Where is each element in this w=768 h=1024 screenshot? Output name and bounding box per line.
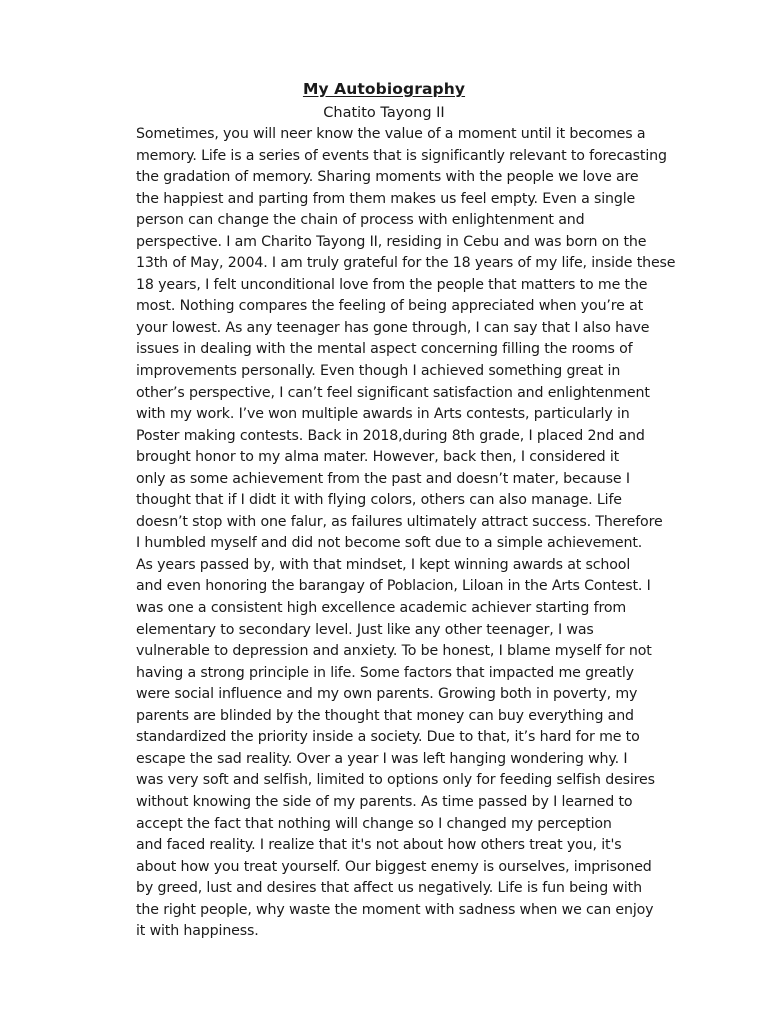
body-text-line: As years passed by, with that mindset, I kept winning awards at school [136,556,631,573]
body-text-line: about how you treat yourself. Our biggest enemy is ourselves, imprisoned [136,858,652,875]
body-text-line: issues in dealing with the mental aspect concerning filling the rooms of [136,341,633,358]
body-text-line: doesn’t stop with one falur, as failures ultimately attract success. Therefore [136,513,663,530]
body-text-line: with my work. I’ve won multiple awards in Arts contests, particularly in [136,406,630,423]
body-text-line: by greed, lust and desires that affect us negatively. Life is fun being with [136,880,642,897]
body-text-line: and even honoring the barangay of Poblacion, Liloan in the Arts Contest. I [136,578,651,595]
body-text-line: your lowest. As any teenager has gone through, I can say that I also have [136,319,650,336]
body-text-line: thought that if I didt it with flying colors, others can also manage. Life [136,492,622,509]
body-text-line: it with happiness. [136,923,259,940]
body-text-line: only as some achievement from the past and doesn’t mater, because I [136,470,630,487]
body-text-line: Sometimes, you will neer know the value of a moment until it becomes a [136,126,646,142]
body-text-line: brought honor to my alma mater. However, back then, I considered it [136,449,620,466]
body-text-line: were social influence and my own parents. Growing both in poverty, my [136,686,638,703]
body-text-line: vulnerable to depression and anxiety. To be honest, I blame myself for not [136,643,652,660]
document-title: My Autobiography [302,80,466,98]
body-text-line: memory. Life is a series of events that is significantly relevant to forecasting [136,147,667,164]
body-text-line: Poster making contests. Back in 2018,during 8th grade, I placed 2nd and [136,427,645,444]
body-text-line: elementary to secondary level. Just like any other teenager, I was [136,621,594,638]
body-text-line: parents are blinded by the thought that money can buy everything and [136,707,634,724]
body-text-line: having a strong principle in life. Some factors that impacted me greatly [136,664,634,681]
body-text-line: and faced reality. I realize that it's not about how others treat you, it's [136,837,622,854]
body-text-line: I humbled myself and did not become soft due to a simple achievement. [136,535,643,552]
body-text-line: the happiest and parting from them makes us feel empty. Even a single [136,190,636,207]
body-text-line: most. Nothing compares the feeling of being appreciated when you’re at [136,298,644,315]
body-text-line: 13th of May, 2004. I am truly grateful for the 18 years of my life, inside these [136,255,676,272]
body-text-line: perspective. I am Charito Tayong II, residing in Cebu and was born on the [136,233,647,250]
body-text-line: standardized the priority inside a society. Due to that, it’s hard for me to [136,729,640,746]
document-author: Chatito Tayong II [323,105,445,121]
body-text-line: without knowing the side of my parents. As time passed by I learned to [136,793,633,810]
body-text-line: was one a consistent high excellence academic achiever starting from [136,600,627,617]
body-text-line: improvements personally. Even though I achieved something great in [136,363,621,380]
body-text-line: other’s perspective, I can’t feel significant satisfaction and enlightenment [136,384,650,401]
body-text-line: person can change the chain of process with enlightenment and [136,212,585,229]
body-text-line: 18 years, I felt unconditional love from the people that matters to me the [136,276,648,293]
body-text-line: escape the sad reality. Over a year I was left hanging wondering why. I [136,750,628,767]
body-text-line: accept the fact that nothing will change so I changed my perception [136,815,612,832]
body-text-line: was very soft and selfish, limited to options only for feeding selfish desires [136,772,655,789]
document-body [136,124,696,943]
body-text-line: the right people, why waste the moment with sadness when we can enjoy [136,901,654,918]
body-text-line: the gradation of memory. Sharing moments with the people we love are [136,169,639,186]
